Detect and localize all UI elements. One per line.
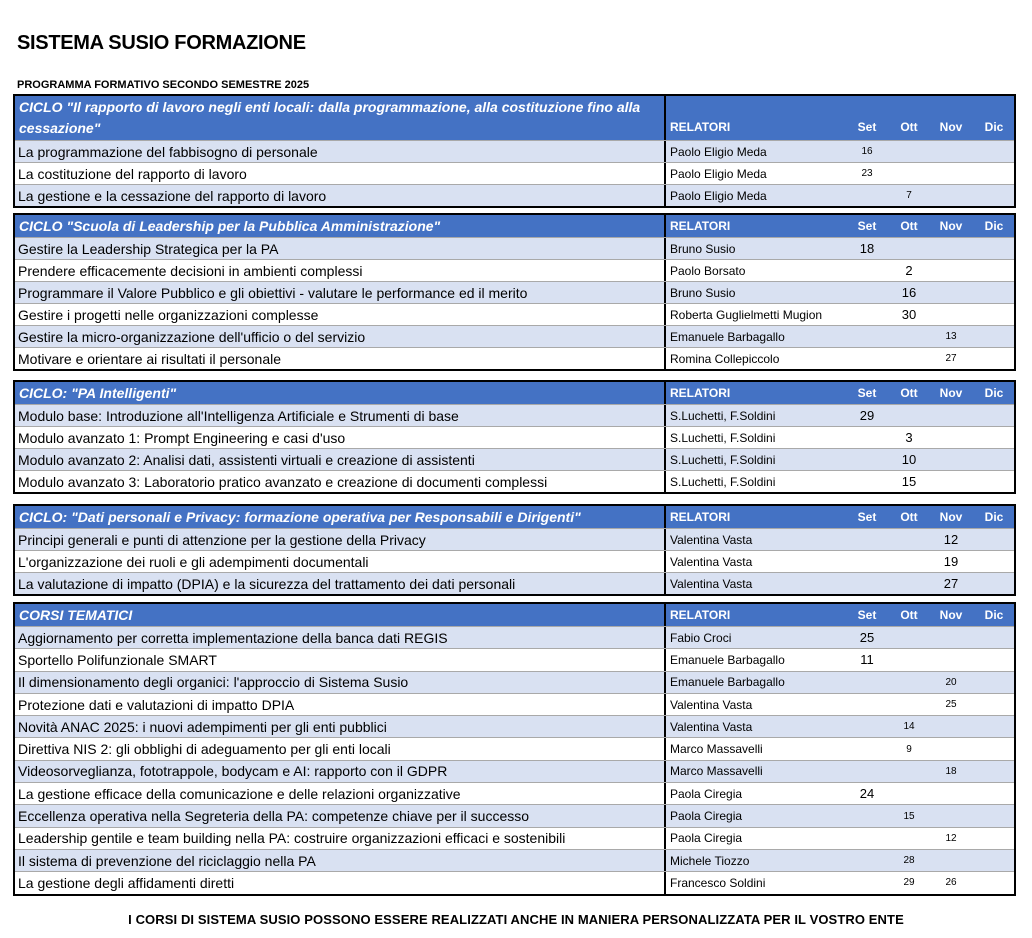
- date-ott: 30: [901, 307, 917, 322]
- date-set: 24: [859, 786, 875, 802]
- date-nov: [931, 427, 971, 448]
- date-set: [847, 282, 887, 303]
- date-set: [847, 828, 887, 849]
- date-set: [847, 761, 887, 782]
- table-row: [15, 140, 1014, 162]
- date-ott: [889, 649, 929, 670]
- date-nov: [931, 716, 971, 737]
- section-block: [13, 213, 1016, 371]
- date-nov: [931, 850, 971, 871]
- course-title: Sportello Polifunzionale SMART: [15, 649, 666, 670]
- date-set: [847, 573, 887, 594]
- date-set: [847, 471, 887, 492]
- date-set: [847, 260, 887, 281]
- date-set: [847, 551, 887, 572]
- date-dic: [974, 551, 1014, 572]
- date-dic: [974, 282, 1014, 303]
- date-set: 18: [859, 241, 875, 256]
- table-row: [15, 648, 1014, 670]
- date-ott: [889, 761, 929, 782]
- column-header-relatori: RELATORI: [670, 510, 731, 524]
- column-header-relatori: RELATORI: [670, 386, 731, 400]
- date-ott: [889, 627, 929, 648]
- date-set: 11: [860, 652, 874, 668]
- course-title: Motivare e orientare ai risultati il personale: [15, 348, 666, 369]
- date-dic: [974, 163, 1014, 184]
- date-set: [847, 716, 887, 737]
- date-nov: 25: [945, 699, 957, 711]
- date-set: [847, 348, 887, 369]
- column-header-relatori: RELATORI: [670, 120, 731, 134]
- section-block: [13, 380, 1016, 494]
- date-dic: [974, 326, 1014, 347]
- speaker-name: Fabio Croci: [670, 630, 732, 645]
- date-ott: [889, 694, 929, 715]
- course-title: La valutazione di impatto (DPIA) e la sicurezza del trattamento dei dati personali: [15, 573, 666, 594]
- table-row: [15, 184, 1014, 206]
- speaker-name: Paola Ciregia: [670, 786, 743, 801]
- section-header: [15, 215, 1014, 237]
- table-row: [15, 426, 1014, 448]
- section-block: [13, 94, 1016, 208]
- section-title: CICLO "Scuola di Leadership per la Pubblica Amministrazione": [15, 215, 666, 237]
- course-title: Il sistema di prevenzione del riciclaggio nella PA: [15, 850, 666, 871]
- table-row: [15, 303, 1014, 325]
- date-set: [847, 850, 887, 871]
- date-ott: 9: [906, 743, 912, 755]
- speaker-name: Paola Ciregia: [670, 831, 743, 846]
- column-header-set: Set: [857, 120, 877, 134]
- column-header-ott: Ott: [900, 510, 918, 524]
- date-ott: [889, 573, 929, 594]
- column-header-nov: Nov: [939, 219, 963, 233]
- table-row: [15, 827, 1014, 849]
- date-set: [847, 326, 887, 347]
- date-dic: [974, 185, 1014, 206]
- course-title: Modulo avanzato 3: Laboratorio pratico avanzato e creazione di documenti complessi: [15, 471, 666, 492]
- speaker-name: Emanuele Barbagallo: [670, 652, 785, 667]
- course-title: Videosorveglianza, fototrappole, bodycam e AI: rapporto con il GDPR: [15, 761, 666, 782]
- date-nov: [931, 627, 971, 648]
- date-nov: [931, 260, 971, 281]
- date-nov: [931, 282, 971, 303]
- table-row: [15, 404, 1014, 426]
- speaker-name: Paola Ciregia: [670, 809, 743, 824]
- date-dic: [974, 529, 1014, 550]
- course-title: La gestione degli affidamenti diretti: [15, 872, 666, 893]
- column-header-nov: Nov: [939, 386, 963, 400]
- table-row: [15, 550, 1014, 572]
- section-title: CICLO "Il rapporto di lavoro negli enti locali: dalla programmazione, alla costituzione fino alla cessazione": [15, 96, 666, 140]
- date-dic: [974, 627, 1014, 648]
- date-nov: [931, 141, 971, 162]
- date-ott: 2: [905, 263, 913, 278]
- date-dic: [974, 573, 1014, 594]
- speaker-name: Francesco Soldini: [670, 875, 766, 890]
- date-ott: 16: [901, 285, 917, 300]
- date-ott: [889, 672, 929, 693]
- date-nov: [931, 805, 971, 826]
- date-dic: [974, 783, 1014, 804]
- date-ott: [889, 163, 929, 184]
- table-row: [15, 871, 1014, 893]
- date-dic: [974, 449, 1014, 470]
- section-block: [13, 602, 1016, 896]
- column-header-ott: Ott: [900, 219, 918, 233]
- speaker-name: Valentina Vasta: [670, 532, 753, 547]
- course-title: La programmazione del fabbisogno di personale: [15, 141, 666, 162]
- date-dic: [974, 738, 1014, 759]
- date-nov: 27: [943, 576, 959, 591]
- date-nov: [931, 304, 971, 325]
- date-nov: [931, 449, 971, 470]
- footer-note: I CORSI DI SISTEMA SUSIO POSSONO ESSERE REALIZZATI ANCHE IN MANIERA PERSONALIZZATA PER IL VOSTRO ENTE: [128, 912, 904, 927]
- speaker-name: Valentina Vasta: [670, 719, 753, 734]
- column-header-ott: Ott: [900, 608, 918, 622]
- date-set: 16: [861, 146, 873, 157]
- date-nov: [931, 471, 971, 492]
- table-row: [15, 347, 1014, 369]
- table-row: [15, 162, 1014, 184]
- speaker-name: Marco Massavelli: [670, 742, 763, 757]
- speaker-name: Paolo Eligio Meda: [670, 166, 767, 181]
- section-title: CORSI TEMATICI: [15, 604, 666, 626]
- table-row: [15, 572, 1014, 594]
- date-nov: [931, 738, 971, 759]
- section-block: [13, 504, 1016, 596]
- date-nov: 12: [943, 532, 959, 547]
- course-title: L'organizzazione dei ruoli e gli adempimenti documentali: [15, 551, 666, 572]
- date-ott: 14: [903, 721, 915, 733]
- date-set: [847, 449, 887, 470]
- column-header-set: Set: [857, 608, 877, 622]
- date-nov: 27: [945, 353, 957, 364]
- table-row: [15, 737, 1014, 759]
- speaker-name: Romina Collepiccolo: [670, 351, 780, 366]
- table-row: [15, 849, 1014, 871]
- date-ott: [889, 238, 929, 259]
- table-row: [15, 281, 1014, 303]
- date-ott: [889, 529, 929, 550]
- date-dic: [974, 828, 1014, 849]
- section-title: CICLO: "PA Intelligenti": [15, 382, 666, 404]
- date-ott: [889, 551, 929, 572]
- speaker-name: Paolo Borsato: [670, 263, 746, 278]
- section-title: CICLO: "Dati personali e Privacy: formazione operativa per Responsabili e Dirigenti": [15, 506, 666, 528]
- date-ott: 10: [901, 452, 917, 467]
- date-set: [847, 427, 887, 448]
- column-header-nov: Nov: [939, 510, 963, 524]
- date-dic: [974, 694, 1014, 715]
- date-set: [847, 805, 887, 826]
- date-dic: [974, 405, 1014, 426]
- section-header: [15, 604, 1014, 626]
- date-dic: [974, 672, 1014, 693]
- date-nov: 20: [945, 676, 957, 688]
- date-ott: [889, 141, 929, 162]
- date-dic: [974, 260, 1014, 281]
- column-header-dic: Dic: [984, 608, 1004, 622]
- column-header-relatori: RELATORI: [670, 219, 731, 233]
- date-nov: [931, 238, 971, 259]
- course-title: Gestire la micro-organizzazione dell'ufficio o del servizio: [15, 326, 666, 347]
- speaker-name: Michele Tiozzo: [670, 853, 750, 868]
- course-title: Prendere efficacemente decisioni in ambienti complessi: [15, 260, 666, 281]
- table-row: [15, 715, 1014, 737]
- speaker-name: Marco Massavelli: [670, 764, 763, 779]
- date-dic: [974, 805, 1014, 826]
- date-dic: [974, 872, 1014, 893]
- date-nov: [931, 783, 971, 804]
- course-title: Gestire la Leadership Strategica per la PA: [15, 238, 666, 259]
- speaker-name: Valentina Vasta: [670, 576, 753, 591]
- date-ott: 28: [903, 855, 915, 867]
- column-header-relatori: RELATORI: [670, 608, 731, 622]
- date-nov: [931, 185, 971, 206]
- date-nov: 19: [943, 554, 959, 569]
- table-row: [15, 448, 1014, 470]
- speaker-name: Valentina Vasta: [670, 697, 753, 712]
- date-ott: 29: [903, 877, 915, 889]
- course-title: Modulo avanzato 1: Prompt Engineering e casi d'uso: [15, 427, 666, 448]
- date-dic: [974, 649, 1014, 670]
- table-row: [15, 782, 1014, 804]
- column-header-dic: Dic: [984, 219, 1004, 233]
- speaker-name: Emanuele Barbagallo: [670, 329, 785, 344]
- date-set: 29: [859, 408, 875, 423]
- date-nov: [931, 649, 971, 670]
- speaker-name: Paolo Eligio Meda: [670, 188, 767, 203]
- date-dic: [974, 304, 1014, 325]
- section-header: [15, 382, 1014, 404]
- column-header-set: Set: [857, 219, 877, 233]
- column-header-nov: Nov: [939, 120, 963, 134]
- speaker-name: Emanuele Barbagallo: [670, 675, 785, 690]
- course-title: Eccellenza operativa nella Segreteria della PA: competenze chiave per il successo: [15, 805, 666, 826]
- speaker-name: S.Luchetti, F.Soldini: [670, 408, 776, 423]
- column-header-ott: Ott: [900, 120, 918, 134]
- date-set: [847, 872, 887, 893]
- speaker-name: Paolo Eligio Meda: [670, 144, 767, 159]
- date-set: 23: [861, 168, 873, 179]
- page-subtitle: PROGRAMMA FORMATIVO SECONDO SEMESTRE 2025: [17, 79, 310, 91]
- course-title: Programmare il Valore Pubblico e gli obiettivi - valutare le performance ed il merito: [15, 282, 666, 303]
- speaker-name: Bruno Susio: [670, 285, 736, 300]
- course-title: Gestire i progetti nelle organizzazioni complesse: [15, 304, 666, 325]
- column-header-set: Set: [857, 510, 877, 524]
- speaker-name: S.Luchetti, F.Soldini: [670, 452, 776, 467]
- table-row: [15, 804, 1014, 826]
- course-title: Modulo base: Introduzione all'Intelligenza Artificiale e Strumenti di base: [15, 405, 666, 426]
- date-nov: 18: [945, 765, 957, 777]
- date-set: [847, 304, 887, 325]
- table-row: [15, 671, 1014, 693]
- speaker-name: Bruno Susio: [670, 241, 736, 256]
- course-title: Leadership gentile e team building nella PA: costruire organizzazioni efficaci e sostenibili: [15, 828, 666, 849]
- table-row: [15, 237, 1014, 259]
- date-set: [847, 738, 887, 759]
- column-header-dic: Dic: [984, 510, 1004, 524]
- date-dic: [974, 141, 1014, 162]
- date-ott: 3: [905, 430, 913, 445]
- course-title: Direttiva NIS 2: gli obblighi di adeguamento per gli enti locali: [15, 738, 666, 759]
- table-row: [15, 528, 1014, 550]
- date-set: [847, 672, 887, 693]
- date-nov: [931, 405, 971, 426]
- date-dic: [974, 761, 1014, 782]
- course-title: Novità ANAC 2025: i nuovi adempimenti per gli enti pubblici: [15, 716, 666, 737]
- date-set: [847, 185, 887, 206]
- course-title: Protezione dati e valutazioni di impatto DPIA: [15, 694, 666, 715]
- table-row: [15, 693, 1014, 715]
- date-ott: 15: [901, 474, 917, 489]
- column-header-set: Set: [857, 386, 877, 400]
- date-nov: 26: [945, 877, 957, 889]
- date-nov: [931, 163, 971, 184]
- speaker-name: Roberta Guglielmetti Mugion: [670, 307, 823, 322]
- course-title: Il dimensionamento degli organici: l'approccio di Sistema Susio: [15, 672, 666, 693]
- speaker-name: S.Luchetti, F.Soldini: [670, 474, 776, 489]
- column-header-dic: Dic: [984, 120, 1004, 134]
- table-row: [15, 259, 1014, 281]
- date-set: [847, 694, 887, 715]
- date-dic: [974, 850, 1014, 871]
- date-ott: 7: [906, 190, 912, 201]
- speaker-name: S.Luchetti, F.Soldini: [670, 430, 776, 445]
- course-title: Aggiornamento per corretta implementazione della banca dati REGIS: [15, 627, 666, 648]
- date-ott: [889, 828, 929, 849]
- date-ott: [889, 783, 929, 804]
- section-header: [15, 96, 1014, 140]
- date-nov: 13: [945, 331, 957, 342]
- column-header-ott: Ott: [900, 386, 918, 400]
- table-row: [15, 470, 1014, 492]
- course-title: Principi generali e punti di attenzione per la gestione della Privacy: [15, 529, 666, 550]
- table-row: [15, 626, 1014, 648]
- page-title: SISTEMA SUSIO FORMAZIONE: [17, 32, 306, 54]
- date-dic: [974, 427, 1014, 448]
- date-nov: 12: [945, 832, 957, 844]
- date-ott: [889, 405, 929, 426]
- course-title: La gestione efficace della comunicazione e delle relazioni organizzative: [15, 783, 666, 804]
- date-ott: [889, 326, 929, 347]
- date-set: 25: [859, 630, 875, 646]
- date-ott: 15: [903, 810, 915, 822]
- date-dic: [974, 348, 1014, 369]
- date-dic: [974, 238, 1014, 259]
- date-set: [847, 529, 887, 550]
- speaker-name: Valentina Vasta: [670, 554, 753, 569]
- date-ott: [889, 348, 929, 369]
- course-title: La costituzione del rapporto di lavoro: [15, 163, 666, 184]
- course-title: Modulo avanzato 2: Analisi dati, assistenti virtuali e creazione di assistenti: [15, 449, 666, 470]
- table-row: [15, 325, 1014, 347]
- column-header-dic: Dic: [984, 386, 1004, 400]
- table-row: [15, 760, 1014, 782]
- date-dic: [974, 716, 1014, 737]
- column-header-nov: Nov: [939, 608, 963, 622]
- date-dic: [974, 471, 1014, 492]
- course-title: La gestione e la cessazione del rapporto di lavoro: [15, 185, 666, 206]
- section-header: [15, 506, 1014, 528]
